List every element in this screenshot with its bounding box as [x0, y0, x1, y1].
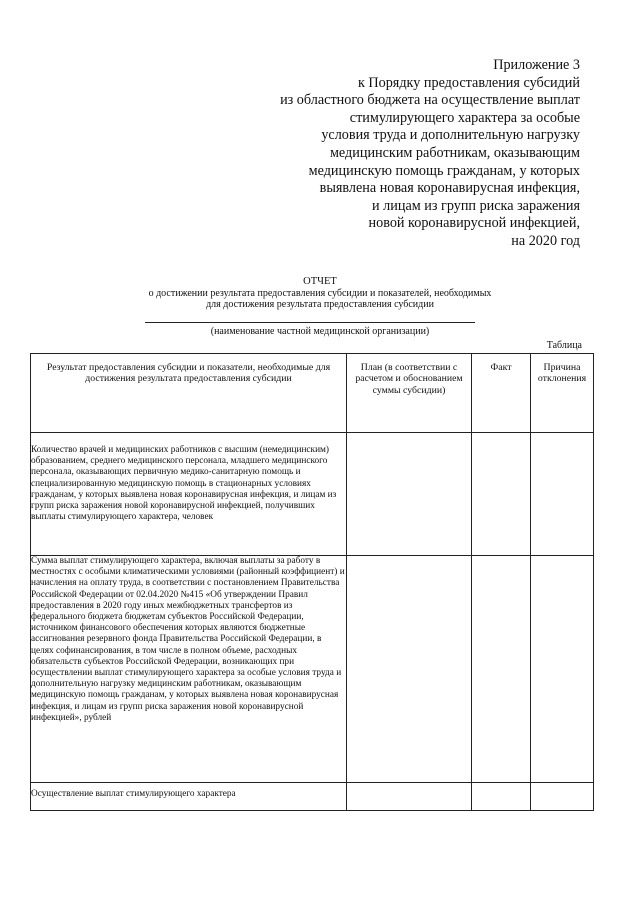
row-description: Количество врачей и медицинских работников с высшим (немедицинским) образованием, среднего медицинского персонала, младшего медицинского персонала, оказывающих первичную медико-санитарную помощь и специализированную медицинскую помощь в стационарных условиях гражданам, у которых выявлена новая коронавирусная инфекция, и лицам из групп риска заражения новой коронавирусной инфекцией, получивших выплаты стимулирующего характера, человек: [31, 433, 347, 556]
row-reason-cell: [531, 783, 594, 811]
row-fact-cell: [472, 556, 531, 783]
appendix-line: медицинскую помощь гражданам, у которых: [308, 162, 580, 179]
report-subtitle-line-1: о достижении результата предоставления субсидии и показателей, необходимых: [148, 287, 492, 299]
header-reason: Причина отклонения: [531, 354, 594, 433]
table-row: [31, 433, 594, 556]
table-label: Таблица: [546, 340, 582, 351]
row-fact-cell: [472, 433, 531, 556]
appendix-line: медицинским работникам, оказывающим: [329, 144, 580, 161]
appendix-line: к Порядку предоставления субсидий: [357, 74, 580, 91]
header-plan: План (в соответствии с расчетом и обоснованием суммы субсидии): [347, 354, 472, 433]
report-title: ОТЧЕТ: [303, 276, 337, 287]
organization-name-line: [145, 322, 475, 323]
row-plan-cell: [347, 783, 472, 811]
table-header-row: [31, 354, 594, 433]
table-row: [31, 556, 594, 783]
appendix-line: Приложение 3: [493, 57, 580, 73]
report-heading: [60, 276, 580, 311]
organization-caption: (наименование частной медицинской организации): [210, 326, 430, 337]
appendix-line: новой коронавирусной инфекцией,: [368, 215, 580, 232]
row-plan-cell: [347, 556, 472, 783]
header-fact: Факт: [472, 354, 531, 433]
row-fact-cell: [472, 783, 531, 811]
table-row: [31, 783, 594, 811]
row-reason-cell: [531, 556, 594, 783]
report-table: [30, 353, 594, 811]
appendix-line: из областного бюджета на осуществление выплат: [280, 92, 580, 109]
report-subtitle-line-2: для достижения результата предоставления субсидии: [206, 299, 434, 311]
appendix-line: выявлена новая коронавирусная инфекция,: [319, 180, 580, 197]
row-description: Сумма выплат стимулирующего характера, включая выплаты за работу в местностях с особыми климатическими условиями (районный коэффициент) и начисления на оплату труда, в соответствии с постановлением Правительства Российской Федерации от 02.04.2020 №415 «Об утверждении Правил предоставления в 2020 году иных межбюджетных трансфертов из федерального бюджета бюджетам субъектов Российской Федерации, источником финансового обеспечения которых являются бюджетные ассигнования резервного фонда Правительства Российской Федерации, в целях софинансирования, в том числе в полном объеме, расходных обязательств субъектов Российской Федерации, возникающих при осуществлении выплат стимулирующего характера за особые условия труда и дополнительную нагрузку медицинским работникам, оказывающим медицинскую помощь гражданам, у которых выявлена новая коронавирусная инфекция, и лицам из групп риска заражения новой коронавирусной инфекцией», рублей: [31, 556, 347, 783]
appendix-line: и лицам из групп риска заражения: [372, 197, 580, 214]
appendix-line: условия труда и дополнительную нагрузку: [321, 127, 580, 144]
appendix-header: [200, 57, 580, 251]
row-description: Осуществление выплат стимулирующего характера: [31, 783, 347, 811]
header-result: Результат предоставления субсидии и показатели, необходимые для достижения результата предоставления субсидии: [31, 354, 347, 433]
appendix-line: на 2020 год: [511, 232, 580, 249]
appendix-line: стимулирующего характера за особые: [349, 109, 580, 126]
row-plan-cell: [347, 433, 472, 556]
row-reason-cell: [531, 433, 594, 556]
